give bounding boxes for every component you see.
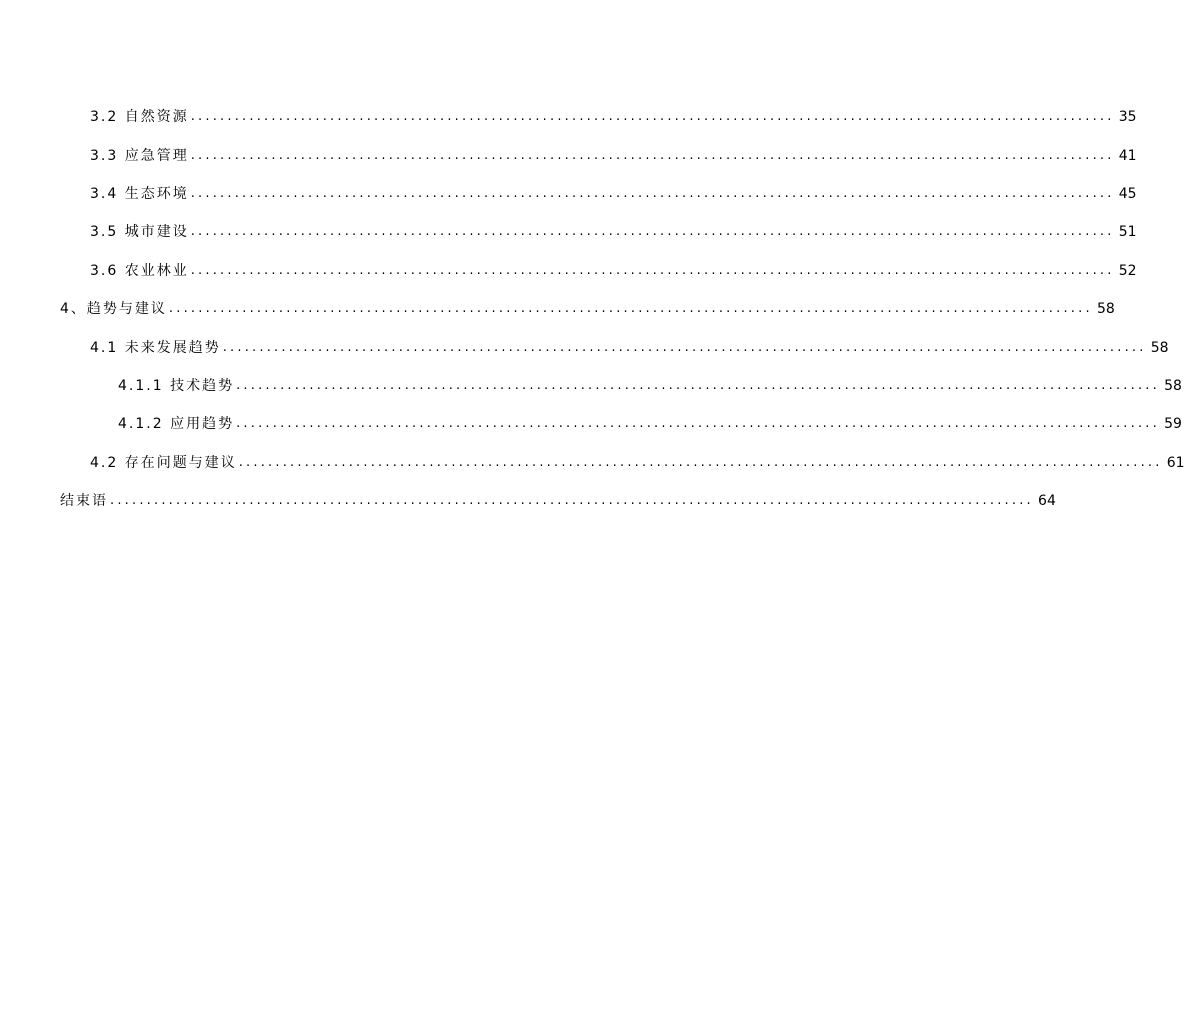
toc-entry-label: 4.1.1 技术趋势	[118, 378, 235, 394]
toc-dot-leader: ..............................................................................................................................	[190, 148, 1115, 163]
toc-entry-label: 4、趋势与建议	[60, 301, 167, 317]
toc-dot-leader: ..............................................................................................................................	[168, 301, 1093, 316]
toc-dot-leader: ..............................................................................................................................	[110, 493, 1034, 508]
toc-entry-label: 3.4 生态环境	[90, 186, 189, 202]
toc-dot-leader: ..............................................................................................................................	[222, 340, 1147, 355]
toc-page-number: 35	[1118, 109, 1137, 125]
toc-entry-conclusion[interactable]	[60, 490, 1056, 510]
toc-entry-3-6[interactable]	[90, 260, 1137, 280]
toc-entry-label: 3.3 应急管理	[90, 148, 189, 164]
toc-entry-label: 4.2 存在问题与建议	[90, 455, 237, 471]
toc-entry-label: 4.1.2 应用趋势	[118, 416, 235, 432]
toc-entry-label: 结束语	[60, 493, 108, 509]
toc-entry-3-3[interactable]	[90, 145, 1137, 165]
toc-dot-leader: ..............................................................................................................................	[190, 186, 1115, 201]
toc-entry-3-4[interactable]	[90, 183, 1137, 203]
toc-page-number: 58	[1164, 378, 1182, 394]
toc-dot-leader: ..............................................................................................................................	[236, 416, 1160, 431]
toc-dot-leader: ..............................................................................................................................	[190, 263, 1115, 278]
toc-entry-4-1[interactable]	[90, 337, 1169, 357]
toc-dot-leader: ..............................................................................................................................	[236, 378, 1160, 393]
toc-page-number: 64	[1038, 493, 1056, 509]
toc-entry-label: 3.5 城市建设	[90, 224, 189, 240]
toc-entry-3-5[interactable]	[90, 221, 1137, 241]
toc-page-number: 45	[1118, 186, 1137, 202]
toc-page-number: 59	[1164, 416, 1182, 432]
toc-page-number: 58	[1096, 301, 1115, 317]
toc-entry-4-1-2[interactable]	[118, 413, 1182, 433]
toc-entry-4[interactable]	[60, 298, 1115, 318]
toc-entry-label: 4.1 未来发展趋势	[90, 340, 221, 356]
toc-page-number: 41	[1118, 148, 1137, 164]
toc-entry-label: 3.6 农业林业	[90, 263, 189, 279]
toc-dot-leader: ..............................................................................................................................	[238, 455, 1163, 470]
toc-dot-leader: ..............................................................................................................................	[190, 109, 1115, 124]
toc-page-number: 51	[1118, 224, 1137, 240]
toc-entry-4-1-1[interactable]	[118, 375, 1182, 395]
toc-dot-leader: ..............................................................................................................................	[190, 224, 1115, 239]
toc-page-number: 61	[1166, 455, 1185, 471]
toc-page-number: 58	[1150, 340, 1169, 356]
toc-entry-4-2[interactable]	[90, 452, 1185, 472]
toc-entry-3-2[interactable]	[90, 106, 1137, 126]
toc-entry-label: 3.2 自然资源	[90, 109, 189, 125]
toc-page-number: 52	[1118, 263, 1137, 279]
